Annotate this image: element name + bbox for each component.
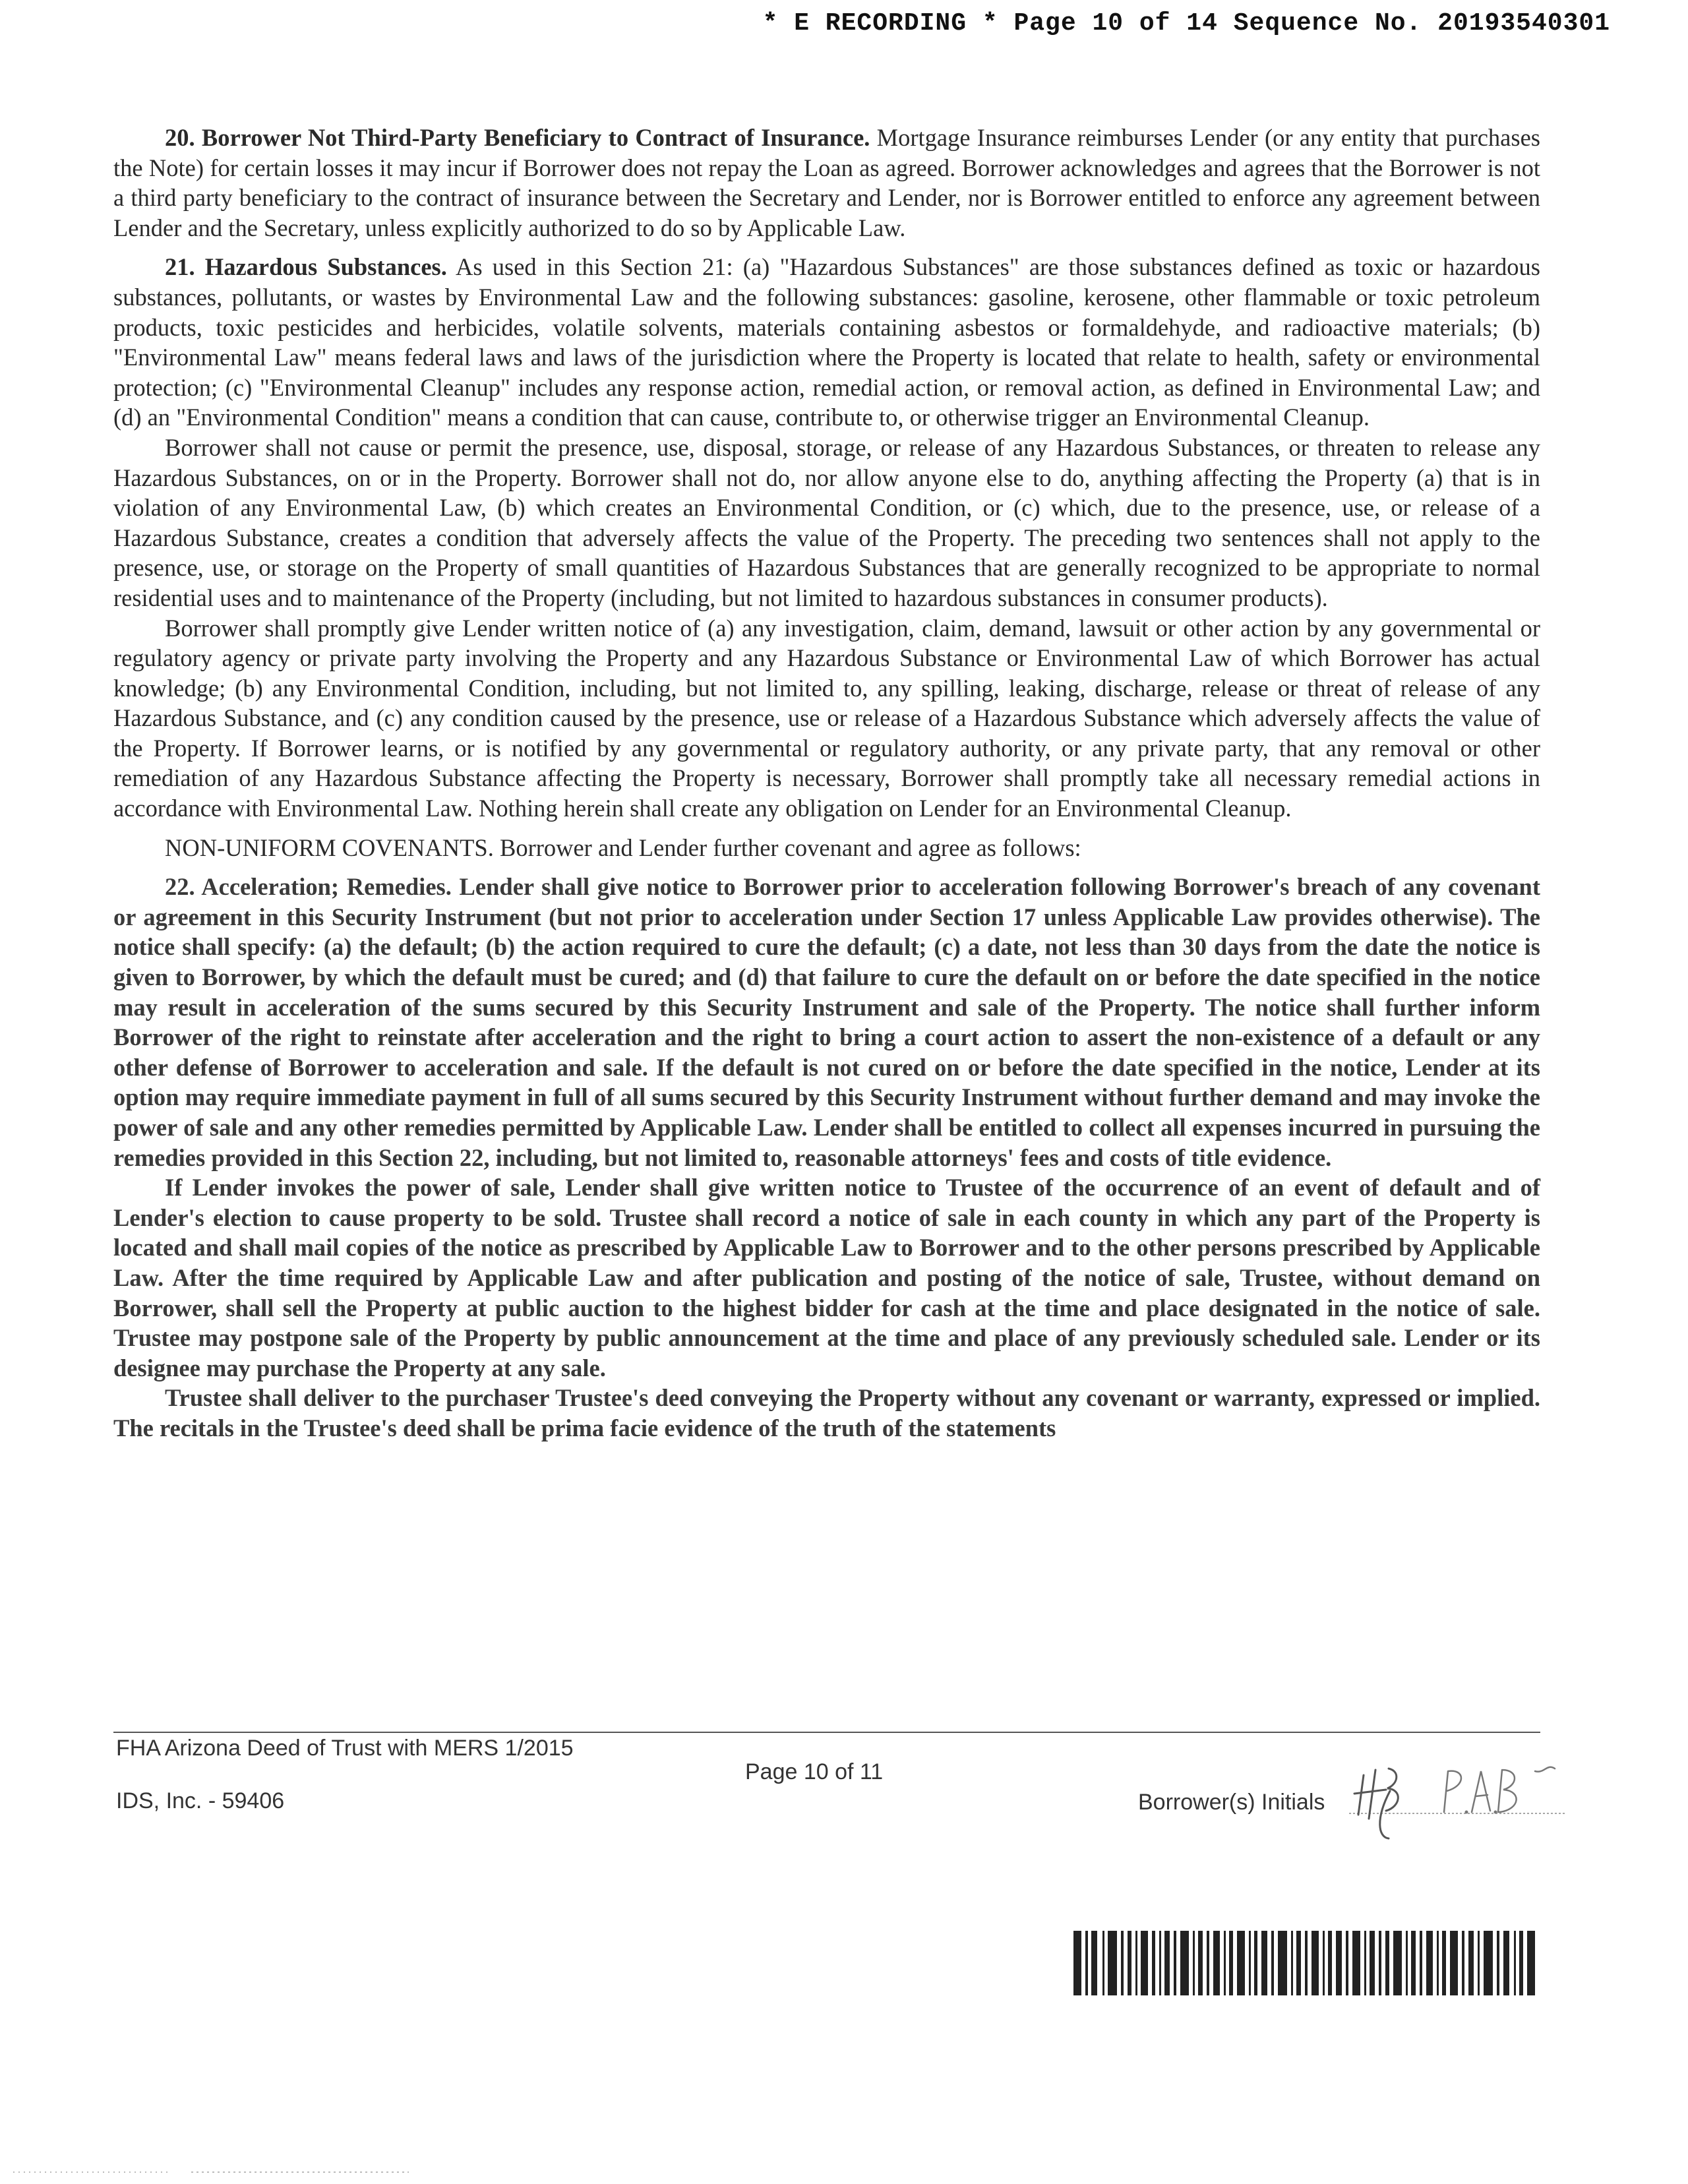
section-20-text: Mortgage Insurance reimburses Lender (or any entity that purchases the Note) for certain losses it may incur if Borrower does not repay the Loan as agreed. Borrower acknowledges and agrees that the Borrower is not a third party beneficiary to the contract of insurance between the Secretary and Lender, nor is Borrower entitled to enforce any agreement between Lender and the Secretary, unless explicitly authorized to do so by Applicable Law. <box>113 124 1540 241</box>
section-22-para-3: Trustee shall deliver to the purchaser Trustee's deed conveying the Property without any covenant or warranty, expressed or implied. The recitals in the Trustee's deed shall be prima facie evidence of the truth of the statements <box>113 1384 1540 1441</box>
section-22-text: Lender shall give notice to Borrower prior to acceleration following Borrower's breach of any covenant or agreement in this Security Instrument (but not prior to acceleration under Section 17 unless Applicable Law provides otherwise). The notice shall specify: (a) the default; (b) the action required to cure the default; (c) a date, not less than 30 days from the date the notice is given to Borrower, by which the default must be cured; and (d) that failure to cure the default on or before the date specified in the notice may result in acceleration of the sums secured by this Security Instrument and sale of the Property. The notice shall further inform Borrower of the right to reinstate after acceleration and the right to bring a court action to assert the non-existence of a default or any other defense of Borrower to acceleration and sale. If the default is not cured on or before the date specified in the notice, Lender at its option may require immediate payment in full of all sums secured by this Security Instrument without further demand and may invoke the power of sale and any other remedies permitted by Applicable Law. Lender shall be entitled to collect all expenses incurred in pursuing the remedies provided in this Section 22, including, but not limited to, reasonable attorneys' fees and costs of title evidence. <box>113 873 1541 1171</box>
section-22 <box>113 872 1540 1172</box>
footer-divider <box>113 1732 1540 1733</box>
section-21 <box>113 252 1540 433</box>
section-22-para-2: If Lender invokes the power of sale, Lender shall give written notice to Trustee of the occurrence of an event of default and of Lender's election to cause property to be sold. Trustee shall record a notice of sale in each county in which any part of the Property is located and shall mail copies of the notice as prescribed by Applicable Law to Borrower and to the other persons prescribed by Applicable Law. After the time required by Applicable Law and after publication and posting of the notice of sale, Trustee, without demand on Borrower, shall sell the Property at public auction to the highest bidder for cash at the time and place designated in the notice of sale. Trustee may postpone sale of the Property by public announcement at the time and place of any previously scheduled sale. Lender or its designee may purchase the Property at any sale. <box>113 1174 1540 1381</box>
scan-artifact-dots <box>13 2169 409 2175</box>
section-21-heading: 21. Hazardous Substances. <box>165 253 447 281</box>
section-21-para-2: Borrower shall not cause or permit the presence, use, disposal, storage, or release of any Hazardous Substances, or threaten to release any Hazardous Substances, on or in the Property. Borrower shall not do, nor allow anyone else to do, anything affecting the Property (a) that is in violation of any Environmental Law, (b) which creates an Environmental Condition, or (c) which, due to the presence, use, or release of a Hazardous Substance, creates a condition that adversely affects the value of the Property. The preceding two sentences shall not apply to the presence, use, or storage on the Property of small quantities of Hazardous Substances that are generally recognized to be appropriate to normal residential uses and to maintenance of the Property (including, but not limited to hazardous substances in consumer products). <box>113 433 1540 611</box>
borrower-initials-signature <box>1349 1755 1567 1841</box>
document-barcode <box>1073 1931 1535 1995</box>
section-20-heading: 20. Borrower Not Third-Party Beneficiary to Contract of Insurance. <box>165 124 870 151</box>
footer-form-name: FHA Arizona Deed of Trust with MERS 1/2015 <box>116 1736 574 1761</box>
recording-stamp: * E RECORDING * Page 10 of 14 Sequence No. 20193540301 <box>762 9 1610 38</box>
document-body <box>113 123 1540 1443</box>
footer-page-number: Page 10 of 11 <box>745 1759 884 1784</box>
section-22-heading: 22. Acceleration; Remedies. <box>165 873 452 901</box>
section-21-para-3: Borrower shall promptly give Lender written notice of (a) any investigation, claim, demand, lawsuit or other action by any governmental or regulatory agency or private party involving the Property and any Hazardous Substance or Environmental Law of which Borrower has actual knowledge; (b) any Environmental Condition, including, but not limited to, any spilling, leaking, discharge, release or threat of release of any Hazardous Substance, and (c) any condition caused by the presence, use or release of a Hazardous Substance which adversely affects the value of the Property. If Borrower learns, or is notified by any governmental or regulatory authority, or any private party, that any removal or other remediation of any Hazardous Substance affecting the Property is necessary, Borrower shall promptly take all necessary remedial actions in accordance with Environmental Law. Nothing herein shall create any obligation on Lender for an Environmental Cleanup. <box>113 614 1540 822</box>
non-uniform-covenants: NON-UNIFORM COVENANTS. Borrower and Lender further covenant and agree as follows: <box>165 834 1081 861</box>
section-21-text: As used in this Section 21: (a) "Hazardous Substances" are those substances defined as toxic or hazardous substances, pollutants, or wastes by Environmental Law and the following substances: gasoline, kerosene, other flammable or toxic petroleum products, toxic pesticides and herbicides, volatile solvents, materials containing asbestos or formaldehyde, and radioactive materials; (b) "Environmental Law" means federal laws and laws of the jurisdiction where the Property is located that relate to health, safety or environmental protection; (c) "Environmental Cleanup" includes any response action, remedial action, or removal action, as defined in Environmental Law; and (d) an "Environmental Condition" means a condition that can cause, contribute to, or otherwise trigger an Environmental Cleanup. <box>113 253 1540 431</box>
section-20 <box>113 123 1540 243</box>
borrower-initials-label: Borrower(s) Initials <box>1138 1790 1325 1815</box>
footer-vendor: IDS, Inc. - 59406 <box>116 1788 285 1813</box>
